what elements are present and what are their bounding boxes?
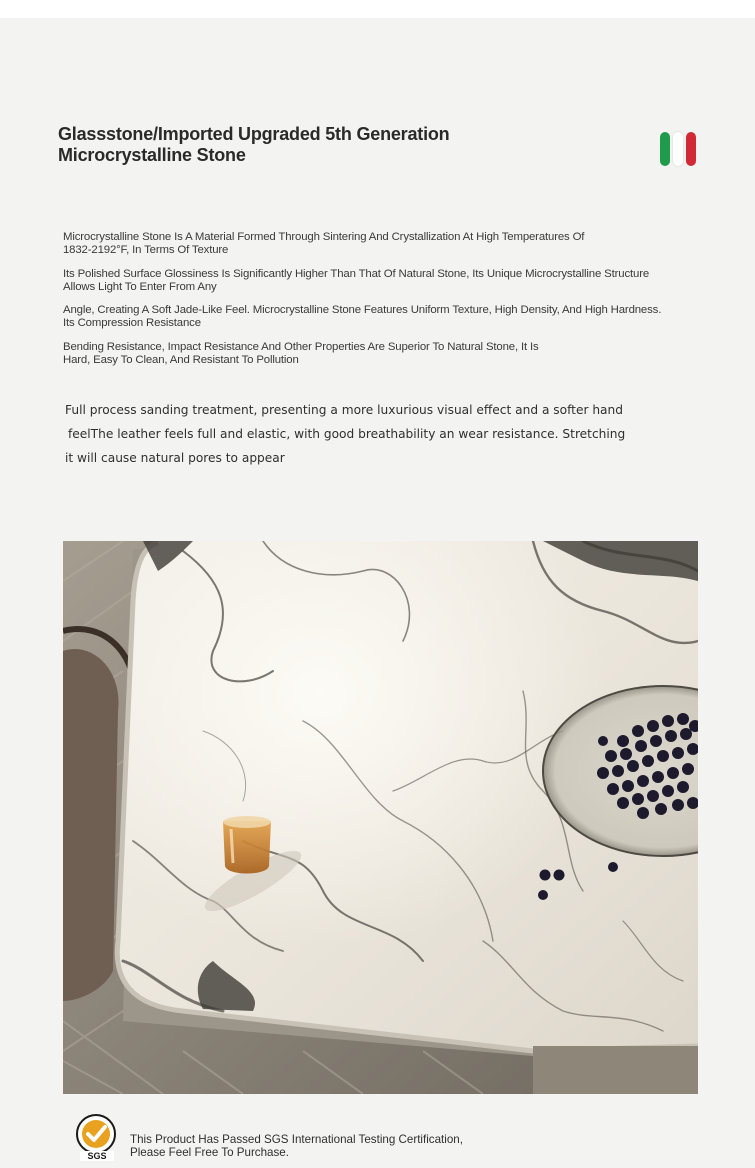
- paragraph-line: Hard, Easy To Clean, And Resistant To Pollution: [63, 353, 299, 366]
- table-leg: [533, 1046, 698, 1094]
- flag-green-stripe: [660, 132, 670, 166]
- flag-white-stripe: [673, 132, 683, 166]
- tea-glass: [223, 821, 271, 874]
- chair-back: [63, 649, 119, 1001]
- sgs-certification-note: [130, 1133, 530, 1159]
- page-title: [58, 124, 578, 166]
- stone-tabletop-photo: [63, 541, 698, 1094]
- certification-line-1: This Product Has Passed SGS International Testing Certification,: [130, 1133, 463, 1146]
- leather-note-line-1: Full process sanding treatment, presenting a more luxurious visual effect and a softer hand: [65, 403, 623, 417]
- tea-glass-top: [223, 816, 271, 828]
- paragraph-line: 1832-2192°F, In Terms Of Texture: [63, 243, 229, 256]
- certification-line-2: Please Feel Free To Purchase.: [130, 1146, 289, 1159]
- description-paragraph-3: [63, 304, 723, 329]
- paragraph-line: Allows Light To Enter From Any: [63, 280, 217, 293]
- leather-note-line-2: feelThe leather feels full and elastic, with good breathability an wear resistance. Stretching: [68, 427, 626, 441]
- description-paragraph-4: [63, 341, 723, 366]
- paragraph-line: Angle, Creating A Soft Jade-Like Feel. Microcrystalline Stone Features Uniform Texture, High Density, And High Hardness.: [63, 304, 662, 316]
- flag-red-stripe: [686, 132, 696, 166]
- tea-glass-highlight: [231, 829, 233, 863]
- sgs-logo-text: SGS: [87, 1151, 107, 1161]
- paragraph-line: Its Compression Resistance: [63, 316, 201, 329]
- description-paragraph-2: [63, 268, 723, 293]
- sgs-certification-logo: [74, 1114, 120, 1162]
- sgs-seal-icon: [74, 1114, 120, 1162]
- description-paragraph-1: [63, 231, 723, 256]
- leather-note-line-3: it will cause natural pores to appear: [65, 451, 285, 465]
- page-title-line-2: Microcrystalline Stone: [58, 145, 246, 165]
- paragraph-line: Microcrystalline Stone Is A Material Formed Through Sintering And Crystallization At High Temperatures Of: [63, 231, 585, 243]
- paragraph-line: Bending Resistance, Impact Resistance And Other Properties Are Superior To Natural Stone, It Is: [63, 341, 539, 353]
- stone-tabletop-illustration: [63, 541, 698, 1094]
- page-title-line-1: Glassstone/Imported Upgraded 5th Generation: [58, 124, 450, 144]
- italy-flag-icon: [660, 132, 698, 166]
- paragraph-line: Its Polished Surface Glossiness Is Significantly Higher Than That Of Natural Stone, Its Unique Microcrystalline Structure: [63, 268, 650, 280]
